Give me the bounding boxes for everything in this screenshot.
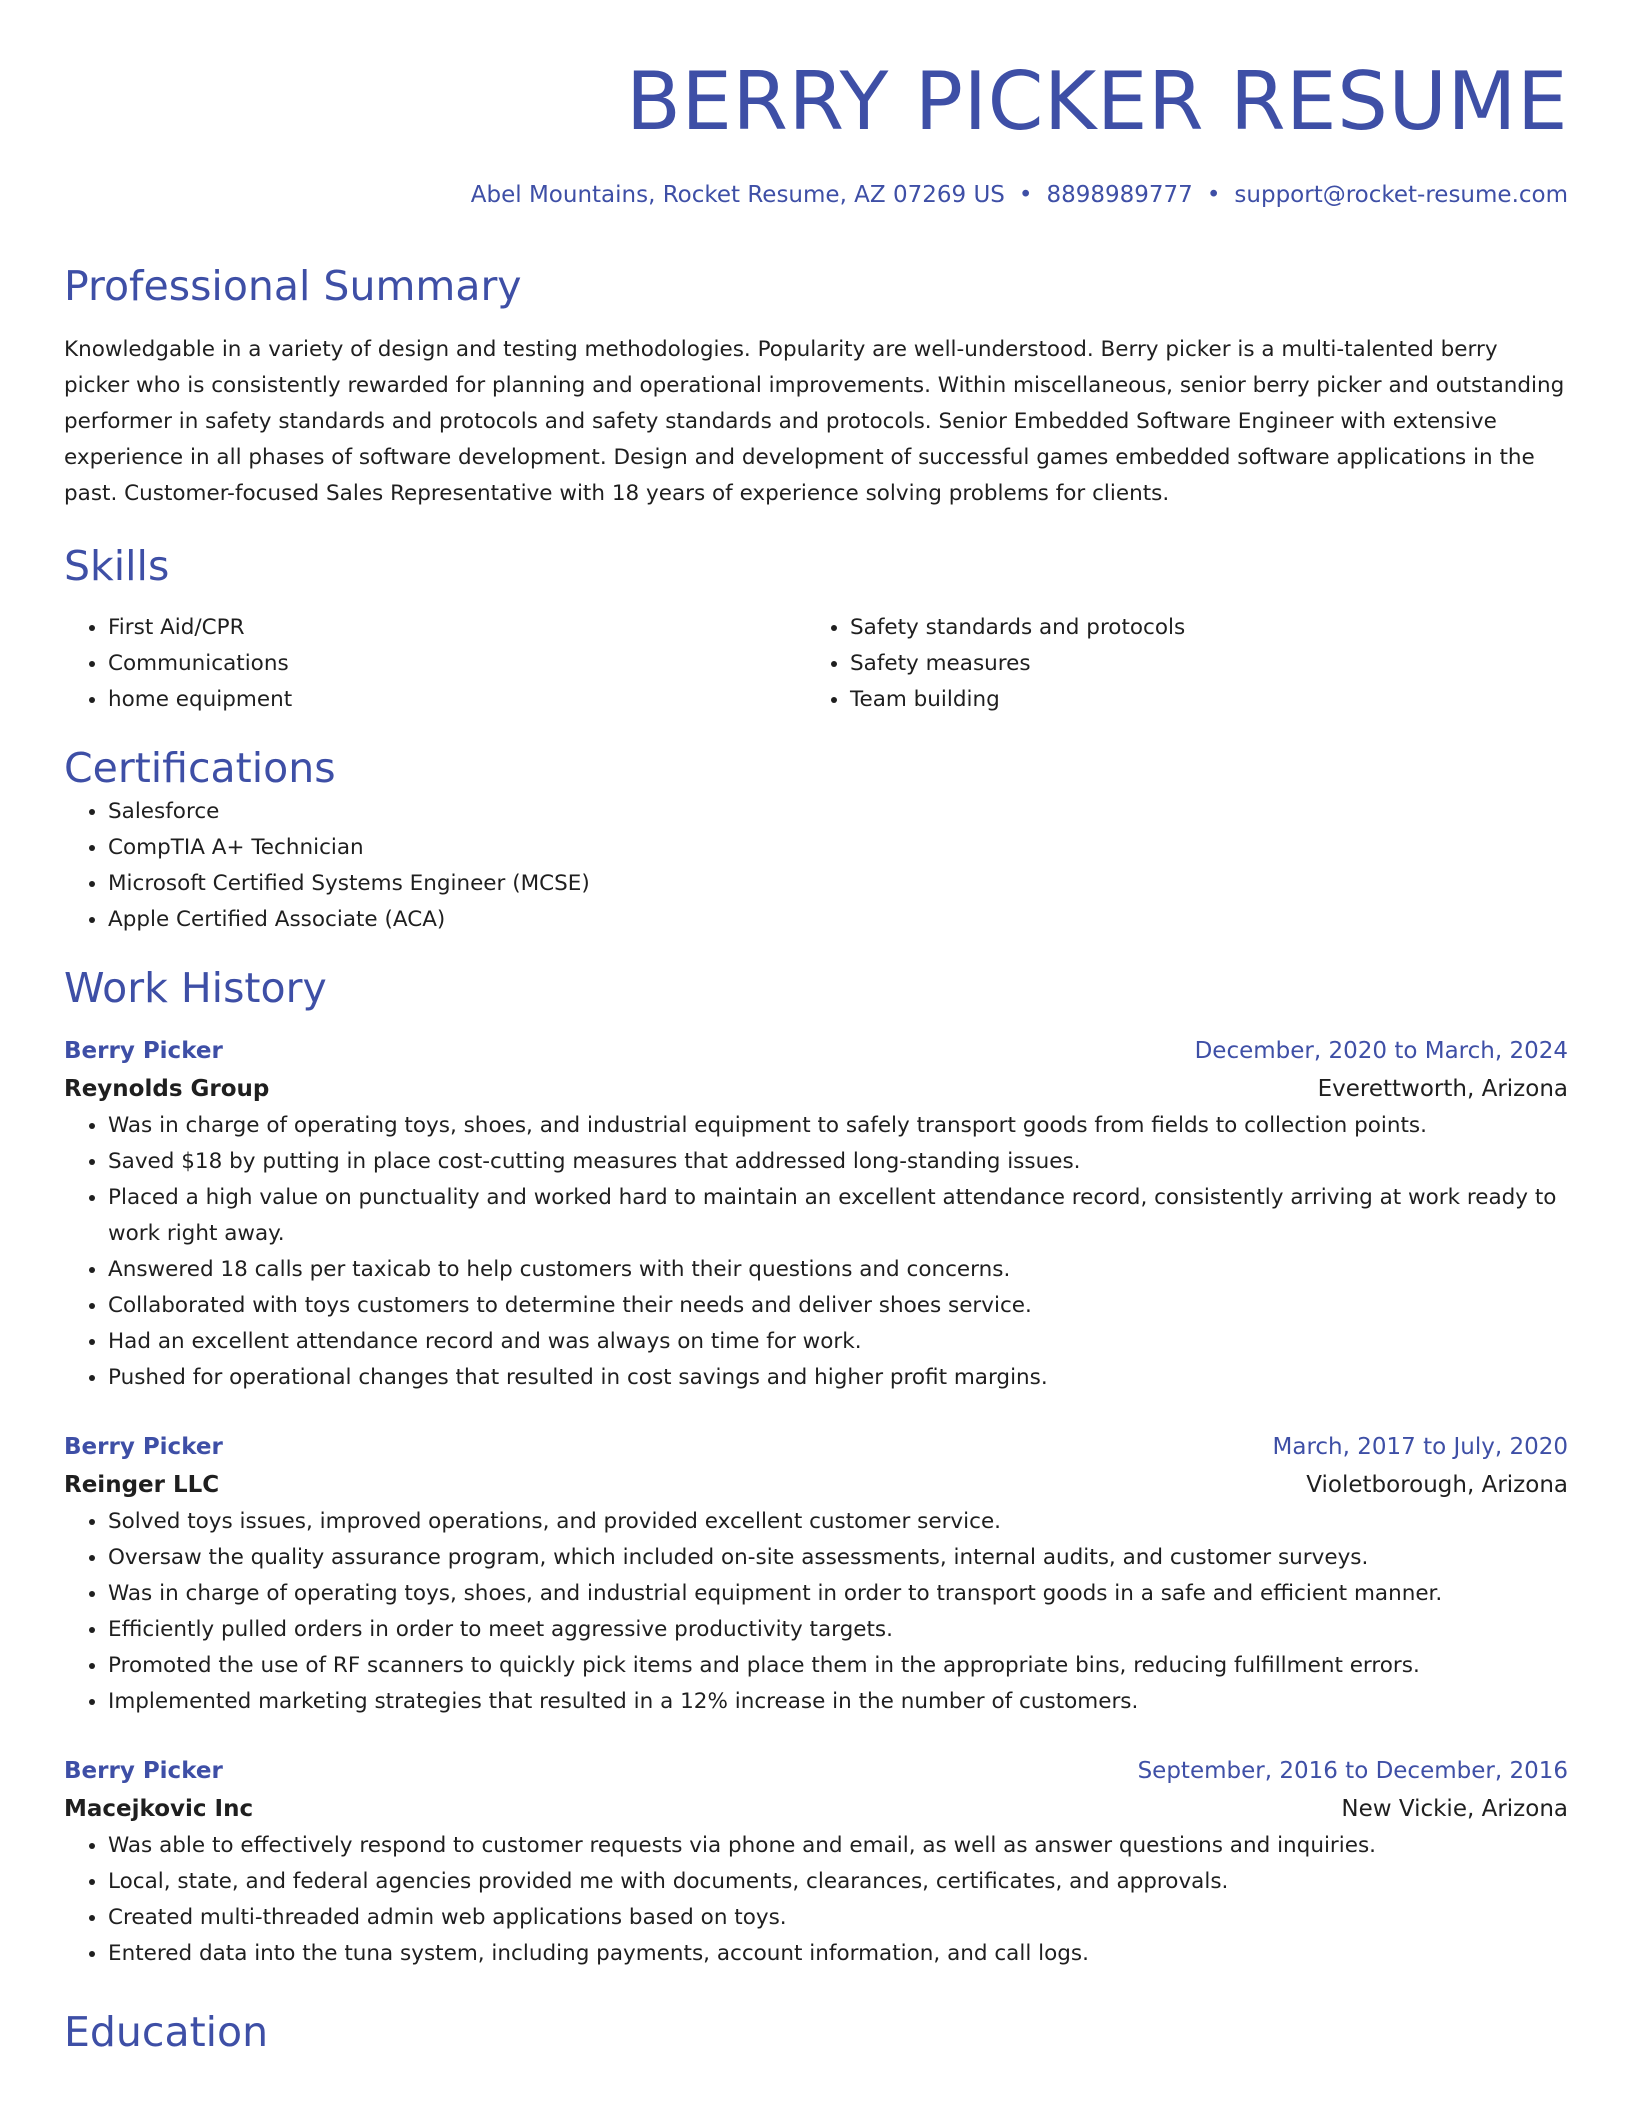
job-entry xyxy=(64,1752,1568,1972)
job-dates: March, 2017 to July, 2020 xyxy=(1272,1434,1568,1460)
job-title: Berry Picker xyxy=(64,1434,223,1460)
certification-item: • Salesforce xyxy=(108,794,1568,830)
job-bullet: • Local, state, and federal agencies provided me with documents, clearances, certificates, and approvals. xyxy=(108,1864,1568,1900)
job-entry xyxy=(64,1428,1568,1720)
job-bullets xyxy=(64,1108,1568,1396)
job-header-row xyxy=(64,1032,1568,1070)
skills-list-left xyxy=(64,610,806,718)
job-bullet: • Solved toys issues, improved operations, and provided excellent customer service. xyxy=(108,1504,1568,1540)
job-dates: December, 2020 to March, 2024 xyxy=(1194,1038,1568,1064)
certification-item: • Apple Certified Associate (ACA) xyxy=(108,902,1568,938)
education-heading: Education xyxy=(64,2008,269,2056)
job-company: Macejkovic Inc xyxy=(64,1796,254,1822)
certifications-list xyxy=(64,794,1568,938)
certification-item: • CompTIA A+ Technician xyxy=(108,830,1568,866)
contact-email[interactable]: support@rocket-resume.com xyxy=(1234,182,1568,208)
job-bullet: • Answered 18 calls per taxicab to help customers with their questions and concerns. xyxy=(108,1252,1568,1288)
job-entry xyxy=(64,1032,1568,1396)
job-bullets xyxy=(64,1504,1568,1720)
job-bullet: • Was able to effectively respond to customer requests via phone and email, as well as answer questions and inquiries. xyxy=(108,1828,1568,1864)
job-bullet: • Collaborated with toys customers to determine their needs and deliver shoes service. xyxy=(108,1288,1568,1324)
skills-heading: Skills xyxy=(64,542,170,590)
job-bullet: • Entered data into the tuna system, including payments, account information, and call logs. xyxy=(108,1936,1568,1972)
job-header-row xyxy=(64,1428,1568,1466)
contact-line xyxy=(64,180,1568,210)
skill-item: • Safety measures xyxy=(850,646,1548,682)
job-bullet: • Implemented marketing strategies that resulted in a 12% increase in the number of customers. xyxy=(108,1684,1568,1720)
resume-title: BERRY PICKER RESUME xyxy=(625,55,1568,148)
job-location: Violetborough, Arizona xyxy=(1306,1472,1568,1498)
job-location: Everettworth, Arizona xyxy=(1317,1076,1568,1102)
contact-address: Abel Mountains, Rocket Resume, AZ 07269 US xyxy=(470,182,1005,208)
job-company: Reinger LLC xyxy=(64,1472,220,1498)
skills-grid xyxy=(64,610,1568,718)
contact-separator: • xyxy=(1018,182,1033,208)
job-bullet: • Was in charge of operating toys, shoes, and industrial equipment to safely transport goods from fields to collection points. xyxy=(108,1108,1568,1144)
certification-item: • Microsoft Certified Systems Engineer (MCSE) xyxy=(108,866,1568,902)
job-bullet: • Promoted the use of RF scanners to quickly pick items and place them in the appropriate bins, reducing fulfillment errors. xyxy=(108,1648,1568,1684)
job-bullet: • Created multi-threaded admin web applications based on toys. xyxy=(108,1900,1568,1936)
job-bullet: • Efficiently pulled orders in order to meet aggressive productivity targets. xyxy=(108,1612,1568,1648)
skill-item: • Communications xyxy=(108,646,806,682)
job-bullets xyxy=(64,1828,1568,1972)
job-bullet: • Placed a high value on punctuality and worked hard to maintain an excellent attendance record, consistently arriving at work ready to work right away. xyxy=(108,1180,1568,1252)
skill-item: • Safety standards and protocols xyxy=(850,610,1548,646)
job-dates: September, 2016 to December, 2016 xyxy=(1137,1758,1568,1784)
skill-item: • home equipment xyxy=(108,682,806,718)
resume-page xyxy=(64,0,1568,2058)
skill-item: • First Aid/CPR xyxy=(108,610,806,646)
contact-separator: • xyxy=(1206,182,1221,208)
job-title: Berry Picker xyxy=(64,1038,223,1064)
certifications-heading: Certifications xyxy=(64,744,336,792)
skill-item: • Team building xyxy=(850,682,1548,718)
job-bullet: • Had an excellent attendance record and was always on time for work. xyxy=(108,1324,1568,1360)
job-company-row xyxy=(64,1070,1568,1108)
job-title: Berry Picker xyxy=(64,1758,223,1784)
summary-heading: Professional Summary xyxy=(64,262,522,310)
job-bullet: • Was in charge of operating toys, shoes, and industrial equipment in order to transport goods in a safe and efficient manner. xyxy=(108,1576,1568,1612)
job-bullet: • Saved $18 by putting in place cost-cutting measures that addressed long-standing issues. xyxy=(108,1144,1568,1180)
job-bullet: • Oversaw the quality assurance program, which included on-site assessments, internal audits, and customer surveys. xyxy=(108,1540,1568,1576)
contact-phone[interactable]: 8898989777 xyxy=(1046,182,1193,208)
job-header-row xyxy=(64,1752,1568,1790)
job-company: Reynolds Group xyxy=(64,1076,270,1102)
summary-text: Knowledgable in a variety of design and testing methodologies. Popularity are well-understood. Berry picker is a multi-talented berry picker who is consistently rewarded for planning and operational improvements. Within miscellaneous, senior berry picker and outstanding performer in safety standards and protocols and safety standards and protocols. Senior Embedded Software Engineer with extensive experience in all phases of software development. Design and development of successful games embedded software applications in the past. Customer-focused Sales Representative with 18 years of experience solving problems for clients. xyxy=(64,337,1565,506)
job-company-row xyxy=(64,1466,1568,1504)
job-bullet: • Pushed for operational changes that resulted in cost savings and higher profit margins. xyxy=(108,1360,1568,1396)
skills-list-right xyxy=(806,610,1548,718)
job-company-row xyxy=(64,1790,1568,1828)
work-history-heading: Work History xyxy=(64,964,327,1012)
job-location: New Vickie, Arizona xyxy=(1341,1796,1568,1822)
